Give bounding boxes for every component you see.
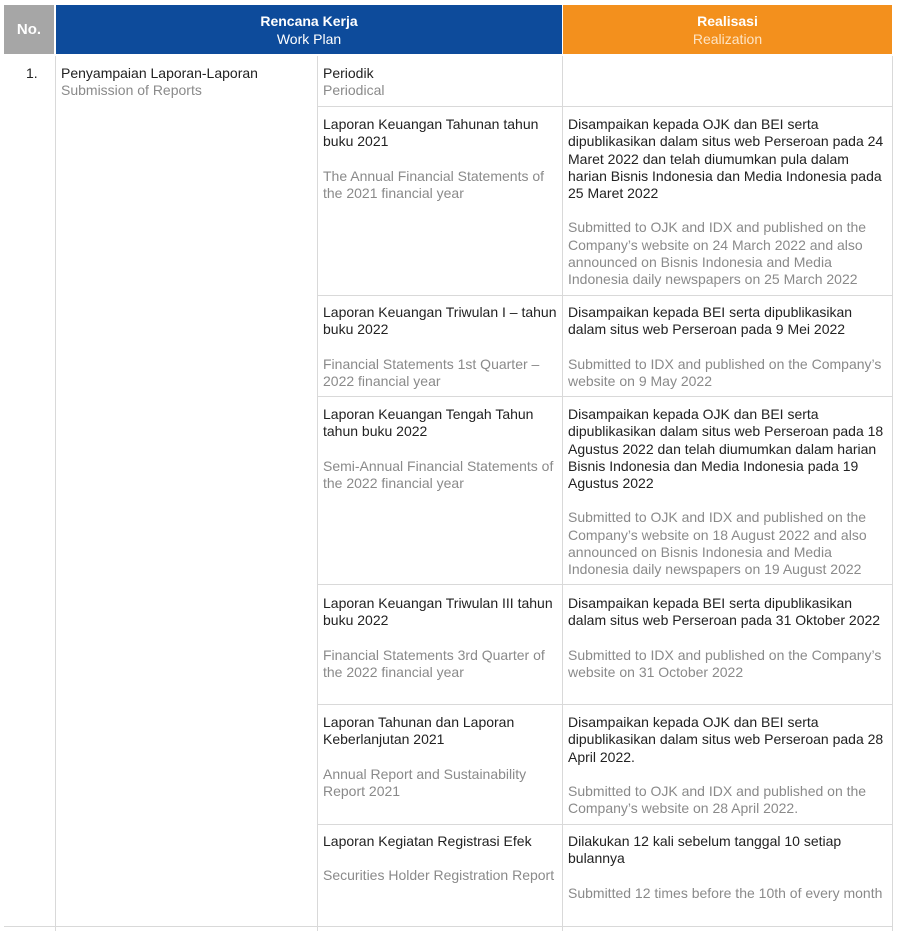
row-divider [317,824,893,825]
header-realization-en: Realization [692,30,763,47]
header-work-plan-en: Work Plan [276,30,342,47]
row-divider [317,584,893,585]
plan-cell-q3-2022 [323,595,558,681]
plan-en: The Annual Financial Statements of the 2021 financial year [323,167,545,201]
plan-cell-semi-annual-2022 [323,406,558,492]
realization-en: Submitted to OJK and IDX and published on the Company’s website on 18 August 2022 and also announced on Bisnis Indonesia and Media Indonesia daily newspapers on 19 August 2022 [568,509,867,578]
header-work-plan [56,5,562,54]
plan-cell-annual-fs-2021 [323,116,558,202]
plan-id: Laporan Keuangan Tengah Tahun tahun buku 2022 [323,406,534,440]
plan-en: Financial Statements 3rd Quarter of the 2022 financial year [323,646,545,680]
realization-cell-semi-annual-2022 [568,406,890,579]
realization-en: Submitted to IDX and published on the Company’s website on 31 October 2022 [568,646,882,680]
realization-id: Dilakukan 12 kali sebelum tanggal 10 setiap bulannya [568,833,842,867]
realization-en: Submitted to OJK and IDX and published on the Company’s website on 28 April 2022. [568,782,867,817]
divider [317,56,318,931]
header-work-plan-id: Rencana Kerja [260,12,358,29]
plan-cell-q1-2022 [323,304,558,390]
header-realization [563,5,892,54]
plan-en: Financial Statements 1st Quarter – 2022 financial year [323,355,540,389]
row-title [61,65,311,100]
realization-id: Disampaikan kepada OJK dan BEI serta dipublikasikan dalam situs web Perseroan pada 18 Agustus 2022 dan telah diumumkan dalam harian Bisnis Indonesia dan Media Indonesia pada 19 Agustus 2022 [568,406,884,492]
plan-cell-periodical [323,65,558,100]
realization-en: Submitted to IDX and published on the Company’s website on 9 May 2022 [568,355,882,389]
plan-id: Laporan Keuangan Triwulan I – tahun buku 2022 [323,304,557,338]
realization-id: Disampaikan kepada OJK dan BEI serta dipublikasikan dalam situs web Perseroan pada 24 Maret 2022 dan telah diumumkan pula dalam harian Bisnis Indonesia dan Media Indonesia pada 25 Maret 2022 [568,116,884,202]
plan-id: Laporan Kegiatan Registrasi Efek [323,833,532,849]
realization-id: Disampaikan kepada BEI serta dipublikasikan dalam situs web Perseroan pada 31 Oktober 2022 [568,595,881,629]
plan-id: Periodik [323,65,374,81]
realization-en: Submitted to OJK and IDX and published on the Company’s website on 24 March 2022 and also announced on Bisnis Indonesia and Media Indonesia daily newspapers on 25 March 2022 [568,219,867,288]
header-number [4,5,54,54]
plan-en: Semi-Annual Financial Statements of the 2022 financial year [323,457,554,491]
row-divider [317,704,893,705]
plan-cell-annual-report-2021 [323,714,558,800]
realization-cell-securities-registration [568,833,890,902]
realization-en: Submitted 12 times before the 10th of every month [568,884,883,901]
divider [562,56,563,931]
plan-id: Laporan Keuangan Triwulan III tahun buku 2022 [323,595,553,629]
row-divider [317,295,893,296]
plan-id: Laporan Tahunan dan Laporan Keberlanjutan 2021 [323,714,515,748]
realization-id: Disampaikan kepada BEI serta dipublikasikan dalam situs web Perseroan pada 9 Mei 2022 [568,304,853,338]
plan-en: Periodical [323,82,385,99]
divider [892,56,893,931]
plan-cell-securities-registration [323,833,558,885]
realization-cell-q3-2022 [568,595,890,681]
row-divider [317,106,893,107]
plan-en: Annual Report and Sustainability Report 2021 [323,765,527,799]
row-divider [317,396,893,397]
row-title-en: Submission of Reports [61,82,202,99]
row-number: 1. [26,65,38,81]
plan-id: Laporan Keuangan Tahunan tahun buku 2021 [323,116,539,150]
table-bottom-border [4,926,893,927]
header-realization-id: Realisasi [697,12,758,29]
realization-cell-annual-fs-2021 [568,116,890,289]
plan-en: Securities Holder Registration Report [323,867,555,884]
row-title-id: Penyampaian Laporan-Laporan [61,65,258,81]
realization-cell-annual-report-2021 [568,714,890,817]
divider [55,56,56,931]
realization-cell-q1-2022 [568,304,890,390]
realization-id: Disampaikan kepada OJK dan BEI serta dipublikasikan dalam situs web Perseroan pada 28 April 2022. [568,714,884,765]
header-number-label: No. [16,20,42,38]
